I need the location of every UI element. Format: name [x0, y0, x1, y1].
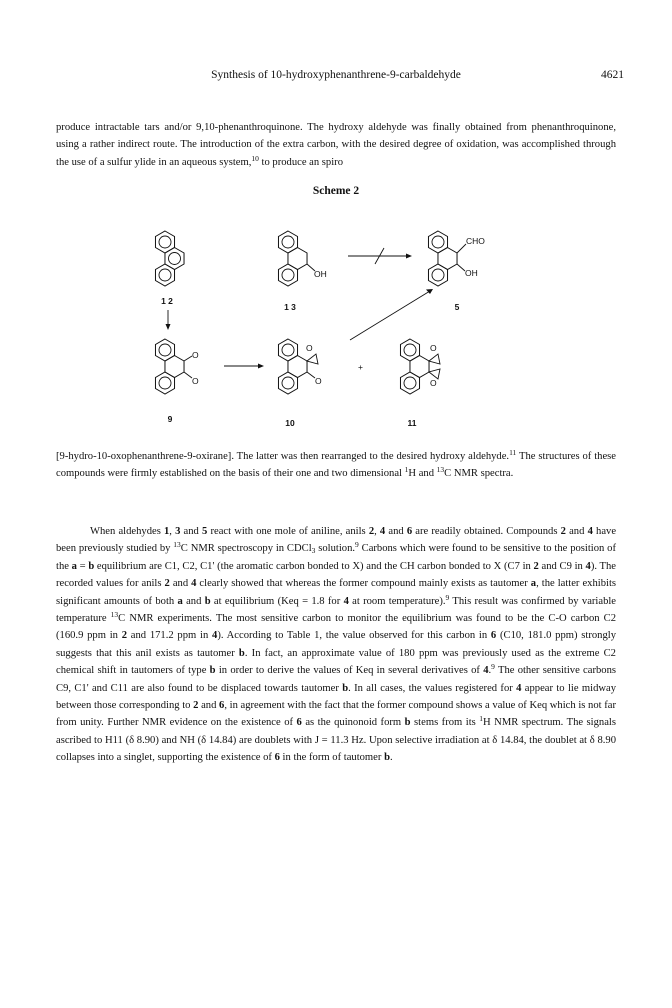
reference-marker: 11	[509, 448, 517, 457]
text-run: . In fact, an approximate value of 180 ppm was previously used as the extreme C2 chemical shift in tautomers of type	[56, 647, 616, 677]
text-run: H NMR spectrum. The signals ascribed to H11 (δ 8.90) and NH (δ 14.84) are doublets with J = 11.3 Hz. Upon selective irradiation at δ 14.84, the doublet at δ 8.90 collapses into a singlet, supporting the existence of	[56, 717, 616, 764]
structure-9	[155, 339, 192, 394]
compound-number: 3	[175, 526, 181, 537]
text-run: ,	[169, 526, 176, 537]
page-number: 4621	[601, 69, 624, 81]
text-run: have been previously studied by	[56, 526, 617, 555]
text-run: , the latter exhibits significant amounts of both	[56, 578, 617, 607]
compound-number: 2	[368, 526, 375, 537]
compound-number: 6	[406, 526, 413, 537]
text-run: are readily obtained. Compounds	[412, 526, 561, 537]
text-run: ). According to Table 1, the value observed for this carbon in	[217, 630, 491, 642]
compound-number: 4	[516, 682, 522, 694]
text-run: and 171.2 ppm in	[127, 630, 213, 642]
superscript: 1	[404, 465, 409, 475]
text-run: react with one mole of aniline, anils	[207, 526, 369, 537]
compound-label-12: 1 2	[161, 296, 173, 306]
compound-label-13: 1 3	[284, 302, 296, 312]
arrow-head	[166, 324, 171, 330]
compound-number: 4	[343, 595, 349, 607]
text-run: clearly showed that whereas the former compound mainly exists as tautomer	[196, 578, 531, 590]
text-run: at room temperature).	[348, 595, 446, 607]
o-label-9a: O	[192, 350, 199, 360]
compound-number: 2	[533, 560, 539, 572]
compound-number: 5	[202, 526, 208, 537]
oh-label-13: OH	[314, 269, 327, 279]
compound-number: 4	[379, 526, 386, 537]
compound-label-9: 9	[167, 414, 173, 424]
compound-number: 6	[219, 700, 225, 712]
compound-number: 4	[483, 665, 489, 677]
arrow-10-to-5	[350, 291, 430, 340]
paragraph-3	[56, 523, 616, 767]
text-run: C NMR spectra.	[444, 468, 514, 480]
tautomer-label: b	[384, 752, 390, 764]
text-run: (C10, 181.0 ppm) strongly suggests that this anil exists as tautomer	[56, 630, 617, 659]
paragraph-1	[56, 119, 616, 171]
text-run: in order to derive the values of Keq in several derivatives of	[215, 665, 484, 677]
running-title: Synthesis of 10-hydroxyphenanthrene-9-carbaldehyde	[211, 69, 461, 81]
reference-marker: 9	[445, 592, 450, 602]
text-run: [9-hydro-10-oxophenanthrene-9-oxirane]. The latter was then rearranged to the desired hydroxy aldehyde.	[56, 451, 510, 462]
text-run: .	[389, 752, 393, 764]
text-run: The other sensitive carbons C9, C1' and C11 are also found to be displaced towards tautomer	[56, 665, 616, 694]
arrow-head	[406, 254, 412, 259]
text-run: and	[385, 526, 407, 537]
compound-number: 4	[212, 630, 218, 642]
o-label-11b: O	[430, 378, 437, 388]
compound-label-11: 11	[407, 418, 417, 428]
compound-number: 1	[163, 526, 170, 537]
o-label-10a: O	[306, 343, 313, 353]
text-run: appear to lie midway between those corresponding to	[56, 682, 617, 712]
compound-number: 6	[490, 630, 497, 642]
o-label-11a: O	[430, 343, 437, 353]
tautomer-label: b	[204, 595, 211, 607]
text-run: and	[198, 700, 220, 712]
compound-number: 4	[587, 526, 593, 537]
text-run: ,	[374, 526, 380, 537]
text-run: and	[565, 526, 588, 537]
text-run: stems from its	[410, 717, 480, 729]
text-run: , in agreement with the fact that the former compound shows a value of Keq which is not far from unity. Further NMR evidence on the existence of	[56, 700, 617, 729]
o-label-9b: O	[192, 376, 199, 386]
compound-number: 2	[193, 700, 199, 712]
compound-label-5: 5	[454, 302, 460, 312]
o-label-10b: O	[315, 376, 322, 386]
plus-sign: +	[358, 362, 363, 372]
tautomer-label: b	[342, 682, 349, 694]
reference-marker: 9	[355, 540, 359, 550]
compound-number: 2	[560, 526, 566, 537]
superscript: 13	[436, 465, 445, 475]
reference-marker: 10	[251, 153, 259, 163]
text-run: . In all cases, the values registered for	[348, 682, 517, 694]
running-header	[0, 69, 672, 85]
text-run: solution.	[315, 543, 356, 555]
text-run: The structures of these compounds were firmly established on the basis of their one and two dimensional	[56, 451, 617, 480]
text-run: produce intractable tars and/or 9,10-phenanthroquinone. The hydroxy aldehyde was finally obtained from phenanthroquinone, using a rather indirect route. The introduction of the extra carbon, with the desired degree of oxidation, was accomplished through the use of a sulfur ylide in an aqueous system,	[56, 122, 616, 168]
cho-label: CHO	[466, 236, 485, 246]
compound-number: 6	[274, 752, 280, 764]
superscript: 13	[173, 540, 181, 550]
reaction-scheme	[120, 200, 560, 430]
compound-number: 2	[121, 630, 128, 642]
text-run: to produce an spiro	[258, 156, 343, 168]
compound-number: 2	[164, 578, 170, 590]
tautomer-label: a	[71, 560, 77, 572]
tautomer-label: b	[238, 647, 245, 659]
text-run: This result was confirmed by variable temperature	[56, 595, 617, 625]
compound-number: 4	[191, 578, 197, 590]
text-run: in the form of tautomer	[279, 752, 385, 764]
structure-12	[155, 231, 184, 286]
reference-marker: 9	[491, 662, 495, 672]
text-run: .	[488, 665, 492, 677]
superscript: 13	[110, 610, 119, 620]
text-run: H and	[408, 468, 437, 480]
superscript: 1	[479, 714, 484, 724]
paragraph-2	[56, 448, 616, 483]
compound-label-10: 10	[285, 418, 295, 428]
text-run: and	[169, 578, 192, 590]
text-run: Carbons which were found to be sensitive to the position of the	[56, 543, 617, 572]
structure-5	[428, 231, 466, 286]
tautomer-label: b	[404, 717, 411, 729]
text-run: as the quinonoid form	[301, 717, 405, 729]
scheme-title: Scheme 2	[312, 185, 360, 197]
tautomer-label: a	[530, 578, 537, 590]
tautomer-label: b	[209, 665, 216, 677]
compound-number: 4	[585, 560, 591, 572]
text-run: equilibrium are C1, C2, C1' (the aromatic carbon bonded to X) and the CH carbon bonded to X (C7 in	[94, 560, 534, 572]
arrow-head	[258, 364, 264, 369]
subscript: 3	[311, 546, 316, 556]
text-run: and C9 in	[538, 560, 586, 572]
text-run: ). The recorded values for anils	[56, 560, 616, 590]
text-run: and	[182, 595, 205, 607]
text-run: C NMR spectroscopy in CDCl	[180, 543, 312, 555]
text-run: C NMR experiments. The most sensitive carbon to monitor the equilibrium was found to be the C-O carbon C2 (160.9 ppm in	[56, 613, 616, 642]
text-run: =	[76, 560, 89, 572]
text-run: When aldehydes	[90, 526, 164, 537]
tautomer-label: a	[177, 595, 183, 607]
text-run: at equilibrium (Keq = 1.8 for	[210, 595, 344, 607]
tautomer-label: b	[88, 560, 95, 572]
text-run: and	[180, 526, 203, 537]
oh-label-5: OH	[465, 268, 478, 278]
compound-number: 6	[296, 717, 302, 729]
structure-13	[278, 231, 315, 286]
